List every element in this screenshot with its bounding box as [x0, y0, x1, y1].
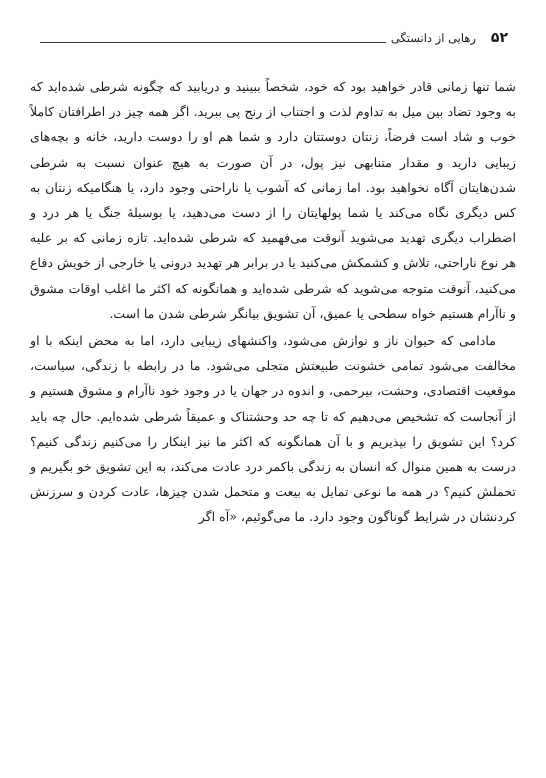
header-rule [40, 42, 386, 43]
paragraph-2: مادامی که حیوان ناز و نوازش می‌شود، واکنشهای زیبایی دارد، اما به محض اینکه با او مخالفت می‌شود تمامی خشونت طبیعتش متجلی می‌شود. ما در رابطه با زندگی، سیاست، موقعیت اقتصادی، وحشت، بیرحمی، و اندوه در جهان یا در وجود خود ناآرام و مشوق هستیم و از آنجاست که تشخیص می‌دهیم که تا چه حد وحشتناک و عمیقاً شرطی شده‌ایم. حال چه باید کرد؟ این تشویق را بپذیریم و با آن همانگونه که اکثر ما نیز اینکار را می‌کنیم زندگی کنیم؟ درست به همین منوال که انسان به زندگی باکمر درد عادت می‌کند، به این تشویق خو بگیریم و تحملش کنیم؟ در همه ما نوعی تمایل به بیعت و متحمل شدن چیزها، عادت کردن و سرزنش کردنشان در شرایط گوناگون وجود دارد. ما می‌گوئیم، «آه اگر [30, 333, 516, 525]
body-text [30, 74, 516, 530]
page-number: ۵۲ [490, 30, 508, 46]
paragraph-1: شما تنها زمانی قادر خواهید بود که خود، شخصاً ببینید و دریابید که چگونه شرطی شده‌اید که به وجود تضاد بین میل به تداوم لذت و اجتناب از رنج پی ببرید. اگر همه چیز در اطرافتان کاملاً خوب و شاد است فرضاً، زنتان دوستتان دارد و شما هم او را دوست دارید، خانه و بچه‌های زیبایی دارید و مقدار متنابهی نیز پول، در آن صورت به هیچ عنوان نسبت به شرطی شدن‌هایتان آگاه نخواهید بود. اما زمانی که آشوب یا ناراحتی وجود دارد، یا هنگامیکه زنتان به کس دیگری نگاه می‌کند یا شما پولهایتان را از دست می‌دهید، یا بوسیلهٔ جنگ یا هر درد و اضطراب دیگری تهدید می‌شوید آنوقت می‌فهمید که شرطی شده‌اید. تازه زمانی که بر علیه هر نوع ناراحتی، تلاش و کشمکش می‌کنید یا در برابر هر تهدید درونی یا خارجی از خویش دفاع می‌کنید، آنوقت متوجه می‌شوید که شرطی شده‌اید و همانگونه که اکثر ما اغلب اوقات مشوق و ناآرام هستیم خواه سطحی یا عمیق، آن تشویق بیانگر شرطی شدن ما است. [30, 79, 516, 321]
book-page [30, 26, 516, 756]
page-header [30, 26, 516, 52]
running-title: رهایی از دانستگی [390, 31, 476, 45]
